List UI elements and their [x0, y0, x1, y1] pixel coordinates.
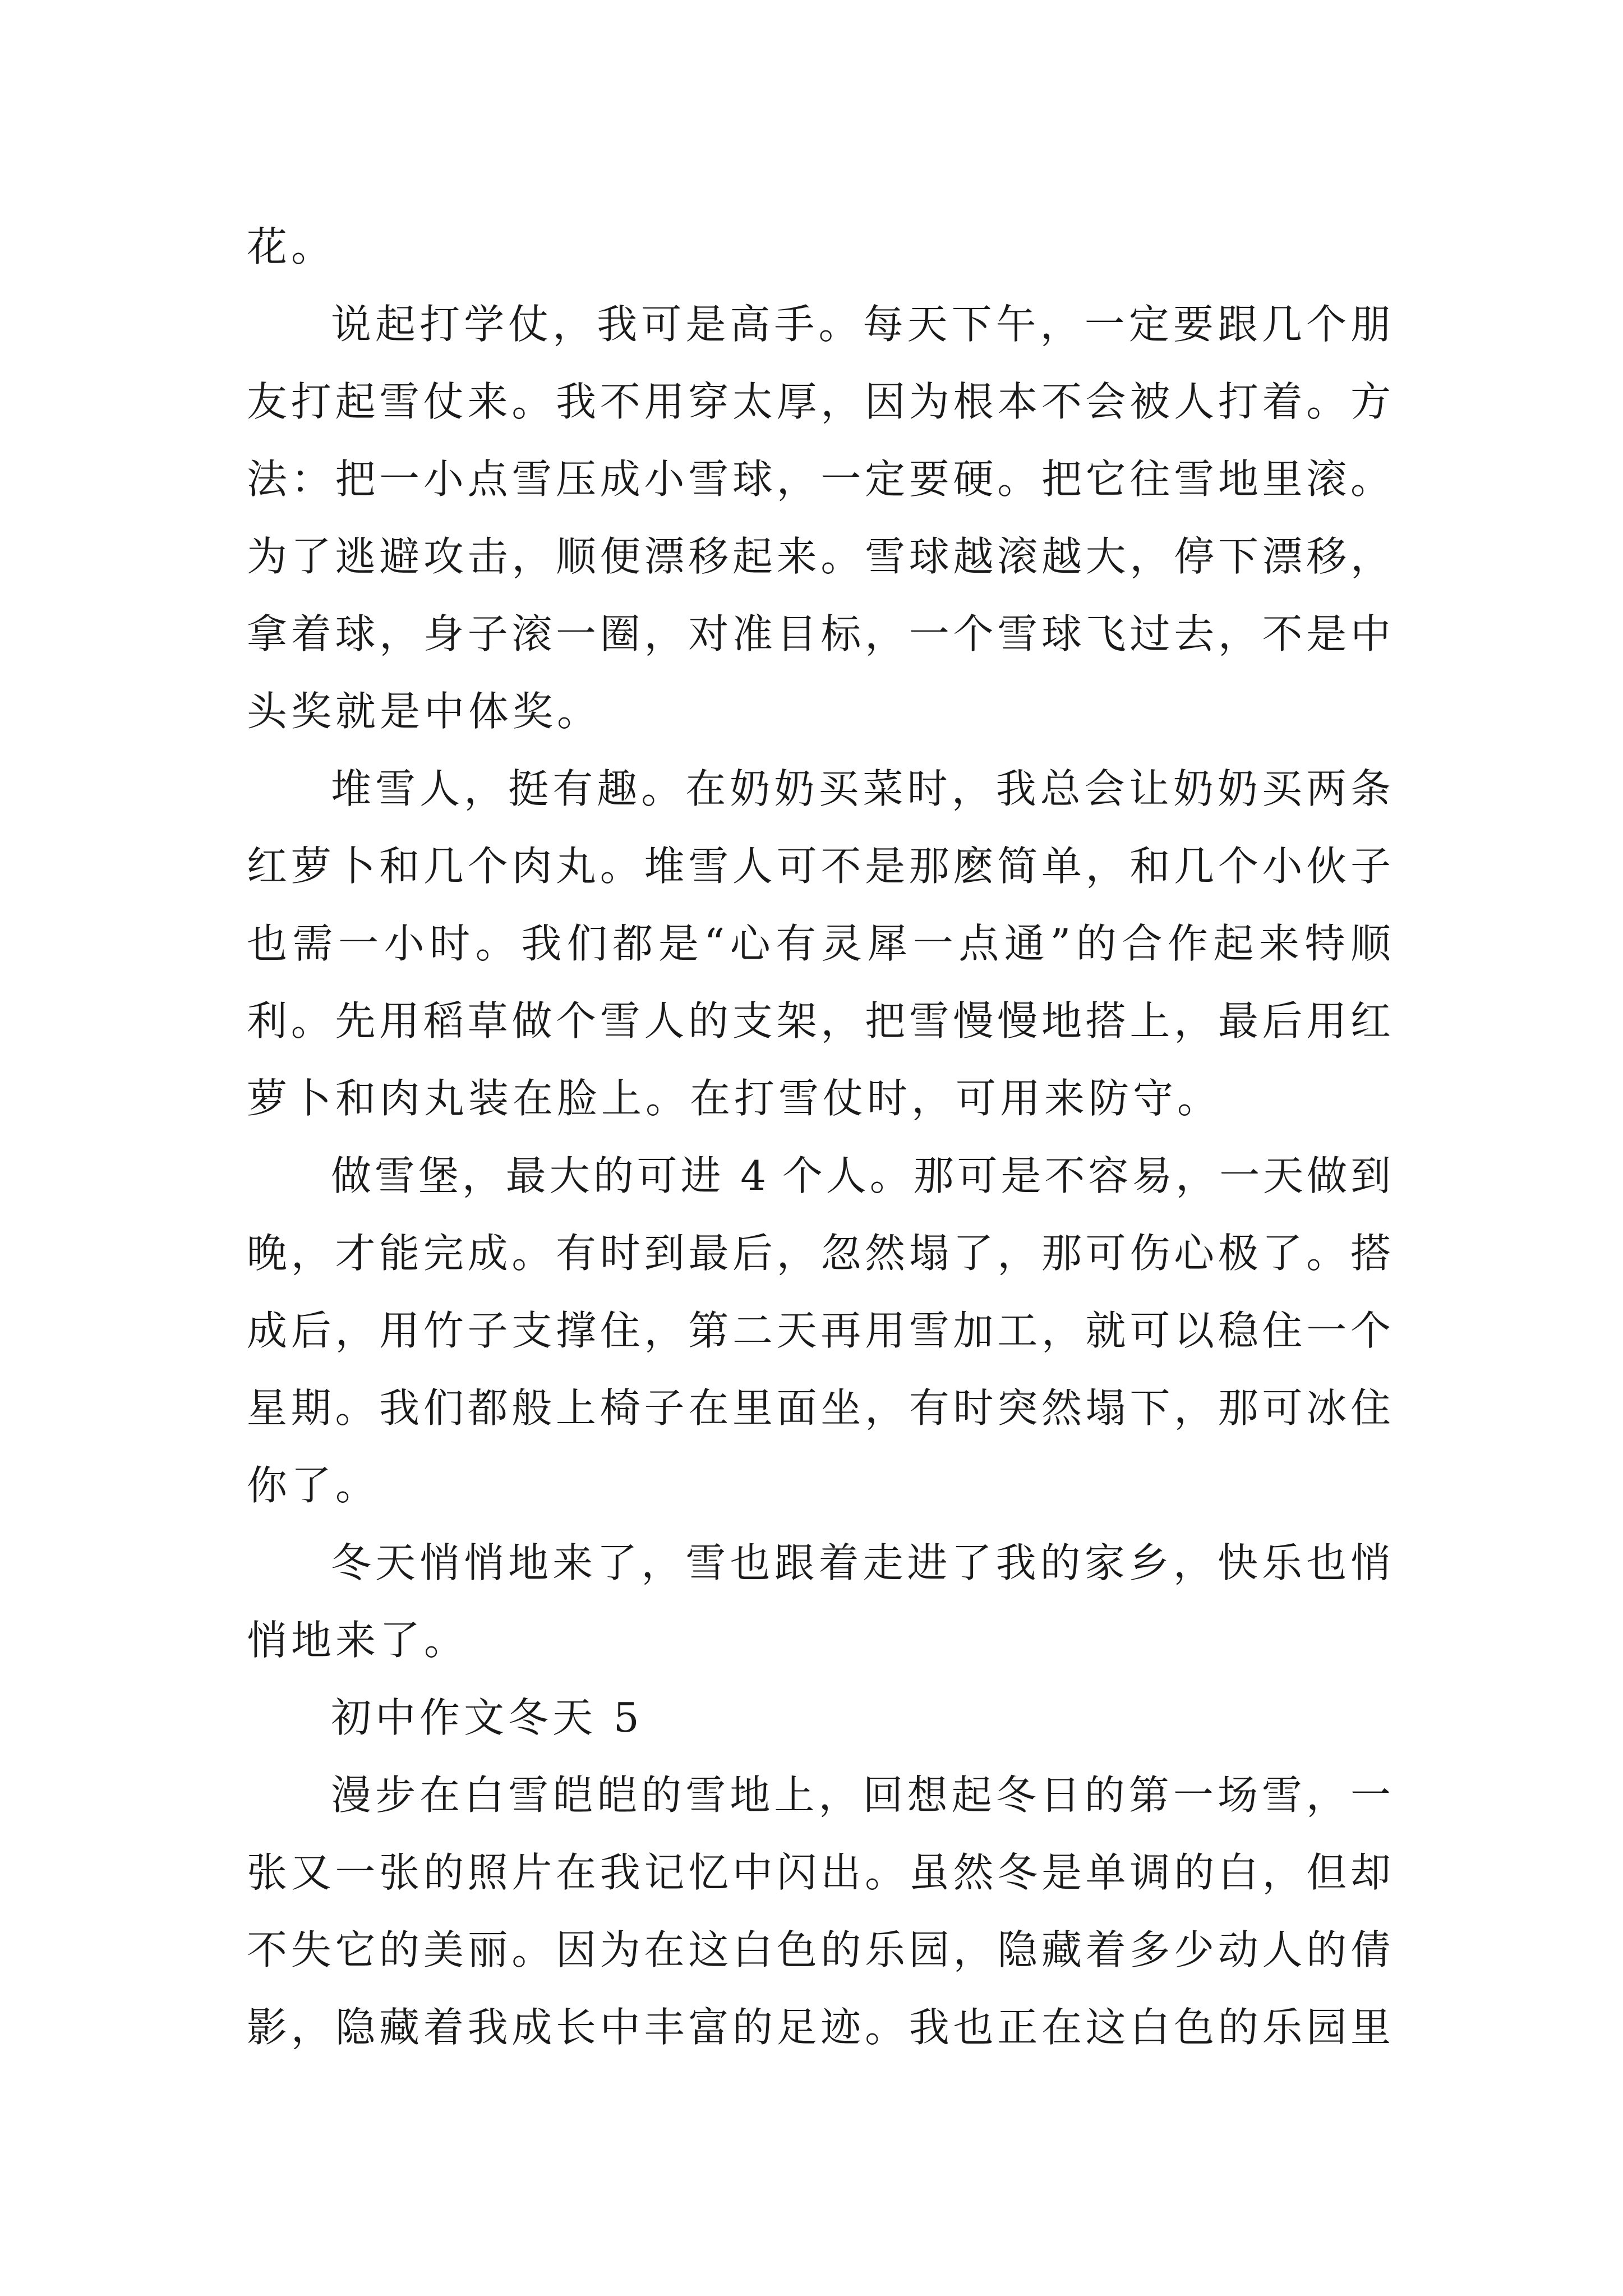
text-line: 影，隐藏着我成长中丰富的足迹。我也正在这白色的乐园里 — [247, 2004, 1391, 2051]
text-line: 星期。我们都般上椅子在里面坐，有时突然塌下，那可冰住 — [247, 1384, 1391, 1432]
text-line: 成后，用竹子支撑住，第二天再用雪加工，就可以稳住一个 — [247, 1307, 1391, 1354]
text-line: 悄地来了。 — [247, 1617, 469, 1664]
text-line: 法：把一小点雪压成小雪球，一定要硬。把它往雪地里滚。 — [247, 455, 1391, 503]
text-line: 张又一张的照片在我记忆中闪出。虽然冬是单调的白，但却 — [247, 1849, 1391, 1896]
paragraph-first-line: 堆雪人，挺有趣。在奶奶买菜时，我总会让奶奶买两条 — [331, 765, 1391, 812]
text-line: 红萝卜和几个肉丸。堆雪人可不是那麽简单，和几个小伙子 — [247, 843, 1391, 890]
text-line: 萝卜和肉丸装在脸上。在打雪仗时，可用来防守。 — [247, 1075, 1222, 1122]
paragraph-first-line: 冬天悄悄地来了，雪也跟着走进了我的家乡，快乐也悄 — [331, 1539, 1391, 1586]
text-line: 也需一小时。我们都是“心有灵犀一点通”的合作起来特顺 — [247, 920, 1391, 967]
text-line: 利。先用稻草做个雪人的支架，把雪慢慢地搭上，最后用红 — [247, 997, 1391, 1045]
paragraph-first-line: 做雪堡，最大的可进 4 个人。那可是不容易，一天做到 — [331, 1152, 1391, 1199]
text-line: 拿着球，身子滚一圈，对准目标，一个雪球飞过去，不是中 — [247, 610, 1391, 657]
text-line: 你了。 — [247, 1462, 380, 1509]
text-line: 花。 — [247, 223, 336, 270]
text-line: 友打起雪仗来。我不用穿太厚，因为根本不会被人打着。方 — [247, 378, 1391, 425]
text-line: 不失它的美丽。因为在这白色的乐园，隐藏着多少动人的倩 — [247, 1926, 1391, 1973]
paragraph-first-line: 说起打学仗，我可是高手。每天下午，一定要跟几个朋 — [331, 301, 1391, 348]
paragraph-first-line: 漫步在白雪皑皑的雪地上，回想起冬日的第一场雪，一 — [331, 1772, 1391, 1819]
text-line: 头奖就是中体奖。 — [247, 688, 602, 735]
section-heading: 初中作文冬天 5 — [331, 1694, 643, 1741]
text-line: 为了逃避攻击，顺便漂移起来。雪球越滚越大，停下漂移， — [247, 533, 1391, 580]
text-line: 晚，才能完成。有时到最后，忽然塌了，那可伤心极了。搭 — [247, 1230, 1391, 1277]
